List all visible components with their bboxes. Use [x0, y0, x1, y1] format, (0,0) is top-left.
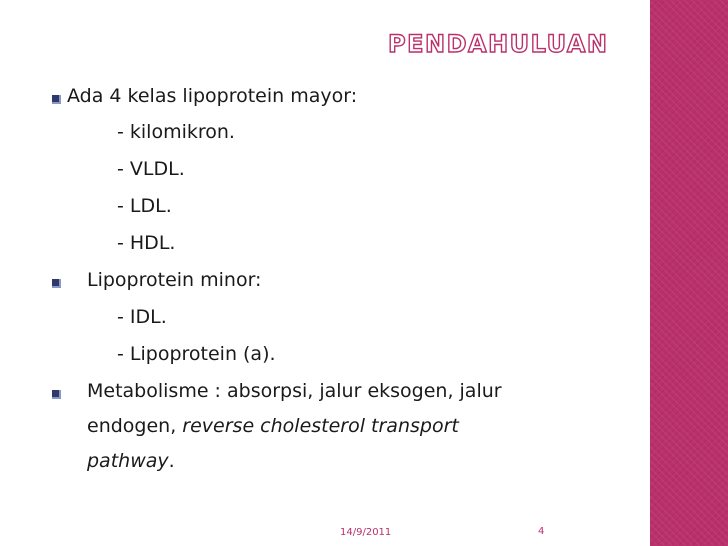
bullet-icon: [52, 95, 61, 104]
slide-title: PENDAHULUAN: [388, 30, 609, 58]
bullet-icon: [52, 279, 61, 288]
footer-date: 14/9/2011: [340, 527, 392, 538]
bullet-3-line-2: [87, 415, 459, 437]
subitem-hdl: - HDL.: [117, 232, 176, 254]
subitem-vldl: - VLDL.: [117, 158, 185, 180]
bullet-3-line-2-normal: endogen,: [87, 415, 183, 437]
subitem-lipoprotein-a: - Lipoprotein (a).: [117, 343, 276, 365]
bullet-3-line-3-end: .: [168, 450, 175, 472]
bullet-1-text: Ada 4 kelas lipoprotein mayor:: [67, 85, 358, 107]
footer-page-number: 4: [538, 526, 545, 537]
bullet-icon: [52, 390, 61, 399]
bullet-3-line-3-italic: pathway: [87, 450, 169, 472]
bullet-3-line-1: Metabolisme : absorpsi, jalur eksogen, jalur: [87, 380, 502, 402]
decorative-sidebar: [650, 0, 728, 546]
subitem-kilomikron: - kilomikron.: [117, 121, 235, 143]
bullet-3-line-2-italic: reverse cholesterol transport: [182, 415, 459, 437]
subitem-ldl: - LDL.: [117, 195, 172, 217]
subitem-idl: - IDL.: [117, 306, 167, 328]
bullet-3-line-3: [87, 450, 175, 472]
bullet-2-text: Lipoprotein minor:: [87, 269, 262, 291]
